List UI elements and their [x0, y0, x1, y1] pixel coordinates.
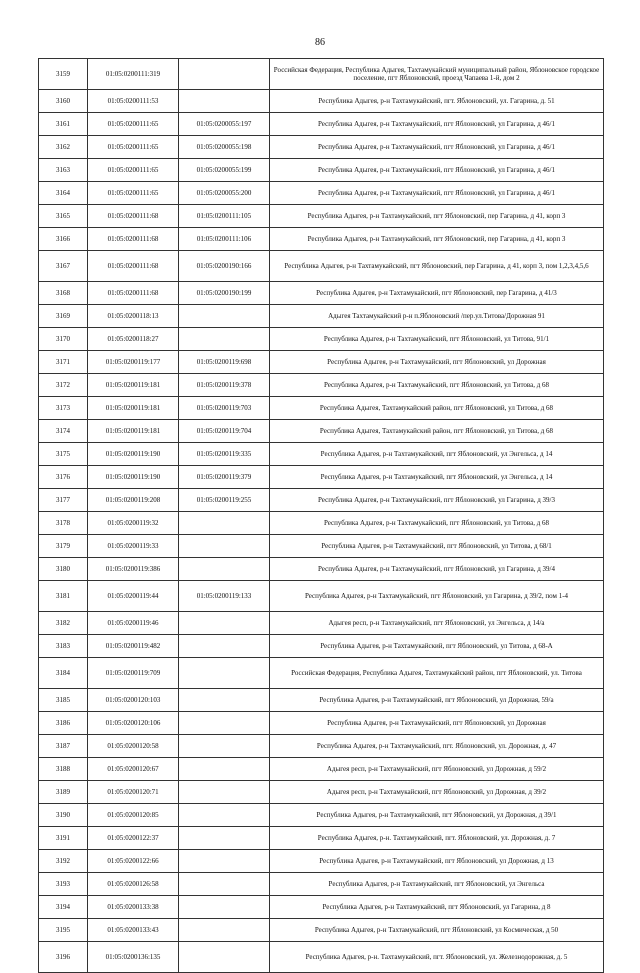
address-cell: Республика Адыгея, Тахтамукайский район, пгт Яблоновский, ул Титова, д 68: [270, 397, 604, 420]
cadastral-number-cell: 01:05:0200133:43: [88, 919, 179, 942]
row-number-cell: 3194: [39, 896, 88, 919]
address-cell: Республика Адыгея, р-н Тахтамукайский, пгт Яблоновский, ул Гагарина, д 46/1: [270, 113, 604, 136]
table-row: [39, 942, 604, 973]
cadastral-number-cell: 01:05:0200120:71: [88, 781, 179, 804]
linked-cadastral-number-cell: [179, 535, 270, 558]
row-number-cell: 3167: [39, 251, 88, 282]
row-number-cell: 3192: [39, 850, 88, 873]
table-row: [39, 420, 604, 443]
address-cell: Республика Адыгея, р-н Тахтамукайский, пгт Яблоновский, ул Гагарина, д 39/3: [270, 489, 604, 512]
linked-cadastral-number-cell: [179, 658, 270, 689]
table-row: [39, 397, 604, 420]
table-row: [39, 758, 604, 781]
address-cell: Республика Адыгея, р-н Тахтамукайский, пгт Яблоновский, пер Гагарина, д 41, корп 3: [270, 228, 604, 251]
row-number-cell: 3178: [39, 512, 88, 535]
row-number-cell: 3181: [39, 581, 88, 612]
row-number-cell: 3168: [39, 282, 88, 305]
address-cell: Республика Адыгея, р-н. Тахтамукайский, пгт. Яблоновский, ул. Железнодорожная, д. 5: [270, 942, 604, 973]
table-row: [39, 558, 604, 581]
row-number-cell: 3173: [39, 397, 88, 420]
linked-cadastral-number-cell: [179, 919, 270, 942]
cadastral-number-cell: 01:05:0200111:53: [88, 90, 179, 113]
row-number-cell: 3191: [39, 827, 88, 850]
address-cell: Республика Адыгея, р-н Тахтамукайский, пгт Яблоновский, ул Дорожная, д 39/1: [270, 804, 604, 827]
linked-cadastral-number-cell: 01:05:0200119:698: [179, 351, 270, 374]
address-cell: Республика Адыгея, р-н Тахтамукайский, пгт Яблоновский, пер Гагарина, д 41/3: [270, 282, 604, 305]
row-number-cell: 3186: [39, 712, 88, 735]
table-row: [39, 896, 604, 919]
table-row: [39, 873, 604, 896]
row-number-cell: 3166: [39, 228, 88, 251]
table-row: [39, 919, 604, 942]
address-cell: Республика Адыгея, р-н Тахтамукайский, пгт Яблоновский, ул Дорожная, 59/а: [270, 689, 604, 712]
linked-cadastral-number-cell: [179, 712, 270, 735]
cadastral-number-cell: 01:05:0200111:68: [88, 282, 179, 305]
cadastral-number-cell: 01:05:0200111:65: [88, 113, 179, 136]
linked-cadastral-number-cell: 01:05:0200055:197: [179, 113, 270, 136]
cadastral-number-cell: 01:05:0200120:67: [88, 758, 179, 781]
row-number-cell: 3185: [39, 689, 88, 712]
cadastral-number-cell: 01:05:0200126:58: [88, 873, 179, 896]
address-cell: Республика Адыгея, р-н. Тахтамукайский, пгт. Яблоновский, ул. Дорожная, д. 7: [270, 827, 604, 850]
linked-cadastral-number-cell: [179, 735, 270, 758]
address-cell: Республика Адыгея, р-н Тахтамукайский, пгт Яблоновский, пер Гагарина, д 41, корп 3: [270, 205, 604, 228]
address-cell: Республика Адыгея, р-н Тахтамукайский, пгт Яблоновский, ул Космическая, д 50: [270, 919, 604, 942]
table-row: [39, 850, 604, 873]
linked-cadastral-number-cell: 01:05:0200055:199: [179, 159, 270, 182]
cadastral-number-cell: 01:05:0200119:482: [88, 635, 179, 658]
row-number-cell: 3184: [39, 658, 88, 689]
linked-cadastral-number-cell: [179, 612, 270, 635]
linked-cadastral-number-cell: 01:05:0200119:255: [179, 489, 270, 512]
table-row: [39, 512, 604, 535]
linked-cadastral-number-cell: [179, 305, 270, 328]
address-cell: Республика Адыгея, р-н Тахтамукайский, пгт Яблоновский, ул Титова, д 68/1: [270, 535, 604, 558]
cadastral-number-cell: 01:05:0200119:177: [88, 351, 179, 374]
table-row: [39, 282, 604, 305]
table-row: [39, 735, 604, 758]
address-cell: Республика Адыгея, р-н Тахтамукайский, пгт Яблоновский, ул Гагарина, д 8: [270, 896, 604, 919]
address-cell: Адыгея респ, р-н Тахтамукайский, пгт Яблоновский, ул Энгельса, д 14/а: [270, 612, 604, 635]
address-cell: Адыгея Тахтамукайский р-н п.Яблоновский /пер.ул.Титова/Дорожная 91: [270, 305, 604, 328]
row-number-cell: 3179: [39, 535, 88, 558]
address-cell: Адыгея респ, р-н Тахтамукайский, пгт Яблоновский, ул Дорожная, д 39/2: [270, 781, 604, 804]
table-row: [39, 90, 604, 113]
cadastral-number-cell: 01:05:0200111:68: [88, 228, 179, 251]
cadastral-number-cell: 01:05:0200111:65: [88, 159, 179, 182]
table-row: [39, 535, 604, 558]
cadastral-number-cell: 01:05:0200119:44: [88, 581, 179, 612]
table-row: [39, 374, 604, 397]
table-row: [39, 228, 604, 251]
linked-cadastral-number-cell: 01:05:0200119:704: [179, 420, 270, 443]
linked-cadastral-number-cell: [179, 827, 270, 850]
cadastral-number-cell: 01:05:0200120:103: [88, 689, 179, 712]
cadastral-number-cell: 01:05:0200118:27: [88, 328, 179, 351]
table-row: [39, 489, 604, 512]
address-cell: Республика Адыгея, р-н Тахтамукайский, пгт Яблоновский, ул Титова, д 68: [270, 374, 604, 397]
address-cell: Республика Адыгея, р-н Тахтамукайский, пгт Яблоновский, ул Титова, 91/1: [270, 328, 604, 351]
address-cell: Республика Адыгея, р-н Тахтамукайский, пгт Яблоновский, ул Гагарина, д 39/4: [270, 558, 604, 581]
cadastral-number-cell: 01:05:0200119:32: [88, 512, 179, 535]
cadastral-number-cell: 01:05:0200111:65: [88, 136, 179, 159]
linked-cadastral-number-cell: 01:05:0200119:133: [179, 581, 270, 612]
table-row: [39, 443, 604, 466]
table-row: [39, 804, 604, 827]
linked-cadastral-number-cell: 01:05:0200119:335: [179, 443, 270, 466]
table-row: [39, 328, 604, 351]
cadastral-number-cell: 01:05:0200119:181: [88, 374, 179, 397]
cadastral-number-cell: 01:05:0200119:709: [88, 658, 179, 689]
cadastral-number-cell: 01:05:0200119:46: [88, 612, 179, 635]
row-number-cell: 3164: [39, 182, 88, 205]
table-row: [39, 251, 604, 282]
linked-cadastral-number-cell: [179, 689, 270, 712]
row-number-cell: 3176: [39, 466, 88, 489]
row-number-cell: 3183: [39, 635, 88, 658]
table-row: [39, 182, 604, 205]
address-cell: Республика Адыгея, р-н Тахтамукайский, пгт Яблоновский, ул Гагарина, д 39/2, пом 1-4: [270, 581, 604, 612]
row-number-cell: 3169: [39, 305, 88, 328]
row-number-cell: 3160: [39, 90, 88, 113]
table-row: [39, 827, 604, 850]
row-number-cell: 3187: [39, 735, 88, 758]
linked-cadastral-number-cell: 01:05:0200119:379: [179, 466, 270, 489]
address-cell: Республика Адыгея, р-н Тахтамукайский, пгт Яблоновский, пер Гагарина, д 41, корп 3, пом 1,2,3,4,5,6: [270, 251, 604, 282]
address-cell: Республика Адыгея, р-н Тахтамукайский, пгт. Яблоновский, ул. Дорожная, д. 47: [270, 735, 604, 758]
table-row: [39, 781, 604, 804]
linked-cadastral-number-cell: [179, 558, 270, 581]
linked-cadastral-number-cell: 01:05:0200111:106: [179, 228, 270, 251]
linked-cadastral-number-cell: 01:05:0200111:105: [179, 205, 270, 228]
table-row: [39, 305, 604, 328]
cadastral-number-cell: 01:05:0200120:85: [88, 804, 179, 827]
page-number: 86: [315, 37, 325, 48]
cadastral-number-cell: 01:05:0200119:386: [88, 558, 179, 581]
row-number-cell: 3165: [39, 205, 88, 228]
row-number-cell: 3193: [39, 873, 88, 896]
row-number-cell: 3162: [39, 136, 88, 159]
address-cell: Республика Адыгея, р-н Тахтамукайский, пгт Яблоновский, ул Гагарина, д 46/1: [270, 136, 604, 159]
address-cell: Республика Адыгея, р-н Тахтамукайский, пгт Яблоновский, ул Гагарина, д 46/1: [270, 182, 604, 205]
linked-cadastral-number-cell: 01:05:0200190:166: [179, 251, 270, 282]
row-number-cell: 3159: [39, 59, 88, 90]
linked-cadastral-number-cell: [179, 942, 270, 973]
cadastral-number-cell: 01:05:0200122:66: [88, 850, 179, 873]
address-cell: Российская Федерация, Республика Адыгея, Тахтамукайский район, пгт Яблоновский, ул. Титова: [270, 658, 604, 689]
address-cell: Республика Адыгея, р-н Тахтамукайский, пгт Яблоновский, ул Дорожная: [270, 351, 604, 374]
table-row: [39, 612, 604, 635]
table-row: [39, 635, 604, 658]
cadastral-number-cell: 01:05:0200111:68: [88, 251, 179, 282]
table-row: [39, 159, 604, 182]
linked-cadastral-number-cell: [179, 896, 270, 919]
address-cell: Республика Адыгея, р-н Тахтамукайский, пгт Яблоновский, ул Энгельса: [270, 873, 604, 896]
linked-cadastral-number-cell: [179, 804, 270, 827]
row-number-cell: 3182: [39, 612, 88, 635]
address-cell: Республика Адыгея, р-н Тахтамукайский, пгт Яблоновский, ул Дорожная, д 13: [270, 850, 604, 873]
address-cell: Республика Адыгея, Тахтамукайский район, пгт Яблоновский, ул Титова, д 68: [270, 420, 604, 443]
address-cell: Республика Адыгея, р-н Тахтамукайский, пгт Яблоновский, ул Энгельса, д 14: [270, 466, 604, 489]
row-number-cell: 3163: [39, 159, 88, 182]
table-row: [39, 658, 604, 689]
linked-cadastral-number-cell: [179, 850, 270, 873]
table-row: [39, 466, 604, 489]
linked-cadastral-number-cell: 01:05:0200190:199: [179, 282, 270, 305]
row-number-cell: 3170: [39, 328, 88, 351]
cadastral-number-cell: 01:05:0200136:135: [88, 942, 179, 973]
row-number-cell: 3175: [39, 443, 88, 466]
cadastral-number-cell: 01:05:0200119:190: [88, 443, 179, 466]
linked-cadastral-number-cell: [179, 873, 270, 896]
row-number-cell: 3161: [39, 113, 88, 136]
linked-cadastral-number-cell: [179, 59, 270, 90]
address-cell: Республика Адыгея, р-н Тахтамукайский, пгт Яблоновский, ул Энгельса, д 14: [270, 443, 604, 466]
cadastral-number-cell: 01:05:0200111:319: [88, 59, 179, 90]
row-number-cell: 3177: [39, 489, 88, 512]
table-row: [39, 689, 604, 712]
row-number-cell: 3174: [39, 420, 88, 443]
address-cell: Республика Адыгея, р-н Тахтамукайский, пгт Яблоновский, ул Дорожная: [270, 712, 604, 735]
row-number-cell: 3172: [39, 374, 88, 397]
cadastral-number-cell: 01:05:0200119:181: [88, 397, 179, 420]
table-row: [39, 712, 604, 735]
address-cell: Российская Федерация, Республика Адыгея, Тахтамукайский муниципальный район, Яблоновское городское поселение, пгт Яблоновский, проезд Чапаева 1-й, дом 2: [270, 59, 604, 90]
address-cell: Республика Адыгея, р-н Тахтамукайский, пгт Яблоновский, ул Титова, д 68-А: [270, 635, 604, 658]
cadastral-number-cell: 01:05:0200122:37: [88, 827, 179, 850]
cadastral-number-cell: 01:05:0200119:208: [88, 489, 179, 512]
linked-cadastral-number-cell: [179, 781, 270, 804]
row-number-cell: 3171: [39, 351, 88, 374]
address-cell: Республика Адыгея, р-н Тахтамукайский, пгт. Яблоновский, ул. Гагарина, д. 51: [270, 90, 604, 113]
cadastral-number-cell: 01:05:0200119:190: [88, 466, 179, 489]
linked-cadastral-number-cell: [179, 635, 270, 658]
registry-table-body: [39, 59, 604, 973]
linked-cadastral-number-cell: [179, 512, 270, 535]
linked-cadastral-number-cell: 01:05:0200055:198: [179, 136, 270, 159]
table-row: [39, 581, 604, 612]
linked-cadastral-number-cell: [179, 328, 270, 351]
cadastral-number-cell: 01:05:0200118:13: [88, 305, 179, 328]
address-cell: Республика Адыгея, р-н Тахтамукайский, пгт Яблоновский, ул Титова, д 68: [270, 512, 604, 535]
row-number-cell: 3196: [39, 942, 88, 973]
table-row: [39, 136, 604, 159]
linked-cadastral-number-cell: 01:05:0200119:378: [179, 374, 270, 397]
linked-cadastral-number-cell: [179, 90, 270, 113]
cadastral-number-cell: 01:05:0200111:65: [88, 182, 179, 205]
address-cell: Республика Адыгея, р-н Тахтамукайский, пгт Яблоновский, ул Гагарина, д 46/1: [270, 159, 604, 182]
linked-cadastral-number-cell: [179, 758, 270, 781]
cadastral-number-cell: 01:05:0200120:106: [88, 712, 179, 735]
cadastral-number-cell: 01:05:0200120:58: [88, 735, 179, 758]
cadastral-number-cell: 01:05:0200119:33: [88, 535, 179, 558]
cadastral-number-cell: 01:05:0200111:68: [88, 205, 179, 228]
row-number-cell: 3180: [39, 558, 88, 581]
linked-cadastral-number-cell: 01:05:0200119:703: [179, 397, 270, 420]
row-number-cell: 3188: [39, 758, 88, 781]
table-row: [39, 59, 604, 90]
row-number-cell: 3195: [39, 919, 88, 942]
row-number-cell: 3190: [39, 804, 88, 827]
row-number-cell: 3189: [39, 781, 88, 804]
cadastral-number-cell: 01:05:0200119:181: [88, 420, 179, 443]
table-row: [39, 113, 604, 136]
linked-cadastral-number-cell: 01:05:0200055:200: [179, 182, 270, 205]
cadastral-number-cell: 01:05:0200133:38: [88, 896, 179, 919]
table-row: [39, 205, 604, 228]
table-row: [39, 351, 604, 374]
address-cell: Адыгея респ, р-н Тахтамукайский, пгт Яблоновский, ул Дорожная, д 59/2: [270, 758, 604, 781]
cadastral-registry-table: [38, 58, 604, 973]
